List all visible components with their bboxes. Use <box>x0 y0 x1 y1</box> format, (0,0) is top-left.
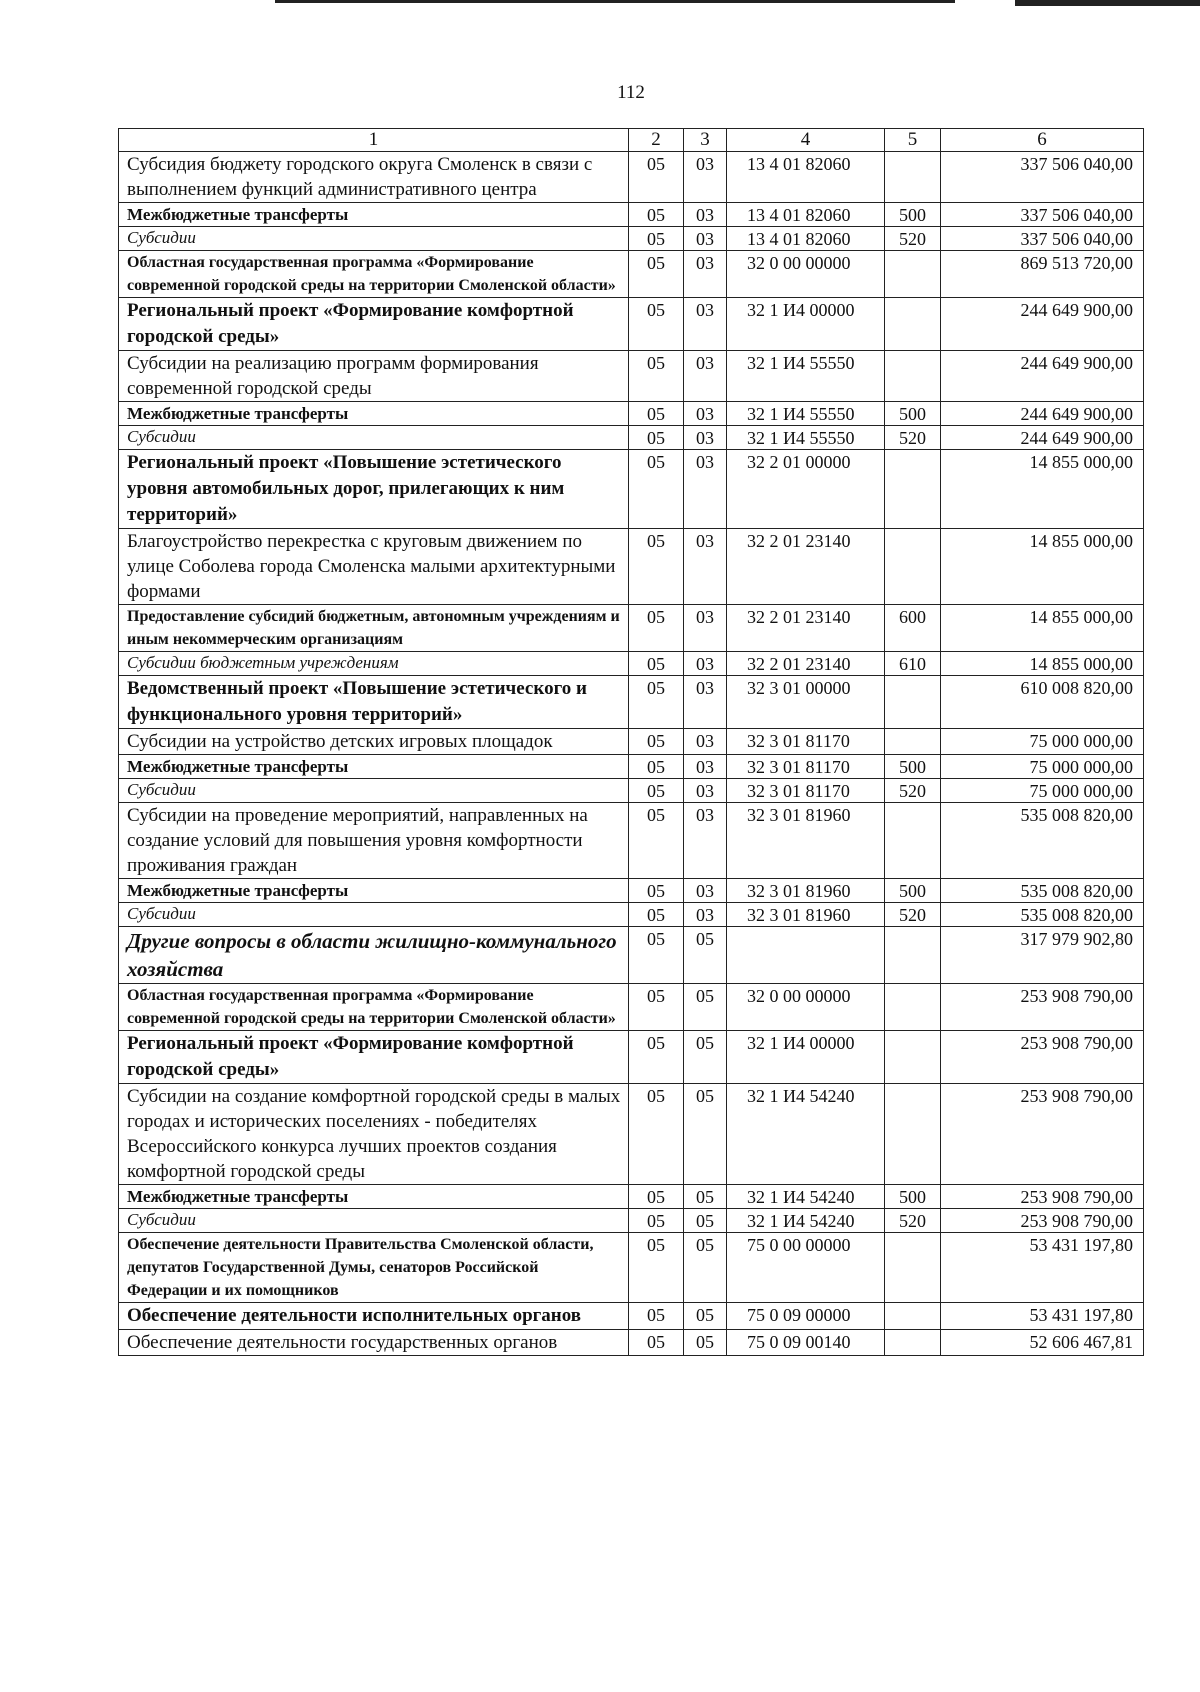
section-code-cell: 05 <box>629 652 684 676</box>
target-article-cell: 32 2 01 00000 <box>727 450 885 529</box>
target-article-cell: 32 1 И4 00000 <box>727 298 885 351</box>
amount-cell: 75 000 000,00 <box>941 755 1144 779</box>
target-article-cell: 75 0 09 00140 <box>727 1330 885 1356</box>
table-row <box>119 1084 1144 1185</box>
expense-type-cell <box>885 803 941 879</box>
section-code-cell: 05 <box>629 779 684 803</box>
subsection-code-cell: 03 <box>684 203 727 227</box>
expense-type-cell <box>885 729 941 755</box>
table-row <box>119 1303 1144 1330</box>
expense-type-cell <box>885 984 941 1031</box>
amount-cell: 253 908 790,00 <box>941 1084 1144 1185</box>
row-name-cell: Областная государственная программа «Формирование современной городской среды на территории Смоленской области» <box>119 984 629 1031</box>
target-article-cell: 32 3 01 81170 <box>727 779 885 803</box>
section-code-cell: 05 <box>629 1233 684 1303</box>
row-name-cell: Региональный проект «Формирование комфортной городской среды» <box>119 1031 629 1084</box>
amount-cell: 244 649 900,00 <box>941 426 1144 450</box>
row-name-cell: Межбюджетные трансферты <box>119 755 629 779</box>
amount-cell: 53 431 197,80 <box>941 1303 1144 1330</box>
row-name-cell: Субсидии на устройство детских игровых площадок <box>119 729 629 755</box>
expense-type-cell: 500 <box>885 879 941 903</box>
row-name-cell: Межбюджетные трансферты <box>119 402 629 426</box>
subsection-code-cell: 03 <box>684 755 727 779</box>
amount-cell: 253 908 790,00 <box>941 1209 1144 1233</box>
section-code-cell: 05 <box>629 1084 684 1185</box>
section-code-cell: 05 <box>629 984 684 1031</box>
table-row <box>119 879 1144 903</box>
amount-cell: 14 855 000,00 <box>941 529 1144 605</box>
expense-type-cell: 520 <box>885 426 941 450</box>
amount-cell: 53 431 197,80 <box>941 1233 1144 1303</box>
expense-type-cell <box>885 450 941 529</box>
table-row <box>119 927 1144 984</box>
target-article-cell: 32 3 01 81170 <box>727 755 885 779</box>
amount-cell: 317 979 902,80 <box>941 927 1144 984</box>
subsection-code-cell: 03 <box>684 450 727 529</box>
expense-type-cell: 500 <box>885 1185 941 1209</box>
target-article-cell: 32 1 И4 00000 <box>727 1031 885 1084</box>
table-row <box>119 227 1144 251</box>
section-code-cell: 05 <box>629 426 684 450</box>
table-row <box>119 251 1144 298</box>
expense-type-cell <box>885 251 941 298</box>
amount-cell: 337 506 040,00 <box>941 227 1144 251</box>
table-row <box>119 1233 1144 1303</box>
section-code-cell: 05 <box>629 1330 684 1356</box>
section-code-cell: 05 <box>629 152 684 203</box>
target-article-cell: 32 2 01 23140 <box>727 605 885 652</box>
table-row <box>119 1031 1144 1084</box>
target-article-cell: 32 1 И4 54240 <box>727 1084 885 1185</box>
column-header: 2 <box>629 129 684 152</box>
section-code-cell: 05 <box>629 879 684 903</box>
amount-cell: 14 855 000,00 <box>941 450 1144 529</box>
table-row <box>119 450 1144 529</box>
section-code-cell: 05 <box>629 803 684 879</box>
expense-type-cell: 500 <box>885 402 941 426</box>
section-code-cell: 05 <box>629 676 684 729</box>
subsection-code-cell: 03 <box>684 803 727 879</box>
row-name-cell: Ведомственный проект «Повышение эстетического и функционального уровня территорий» <box>119 676 629 729</box>
subsection-code-cell: 03 <box>684 227 727 251</box>
section-code-cell: 05 <box>629 529 684 605</box>
target-article-cell: 32 3 01 81960 <box>727 879 885 903</box>
section-code-cell: 05 <box>629 605 684 652</box>
subsection-code-cell: 03 <box>684 605 727 652</box>
expense-type-cell <box>885 351 941 402</box>
target-article-cell: 32 1 И4 55550 <box>727 351 885 402</box>
target-article-cell: 32 3 01 81960 <box>727 903 885 927</box>
target-article-cell: 32 1 И4 55550 <box>727 402 885 426</box>
row-name-cell: Субсидии на проведение мероприятий, направленных на создание условий для повышения уровня комфортности проживания граждан <box>119 803 629 879</box>
expense-type-cell: 500 <box>885 755 941 779</box>
expense-type-cell <box>885 298 941 351</box>
section-code-cell: 05 <box>629 1185 684 1209</box>
subsection-code-cell: 05 <box>684 1303 727 1330</box>
row-name-cell: Обеспечение деятельности исполнительных органов <box>119 1303 629 1330</box>
top-border-line <box>275 0 955 3</box>
target-article-cell: 75 0 00 00000 <box>727 1233 885 1303</box>
expense-type-cell: 600 <box>885 605 941 652</box>
subsection-code-cell: 05 <box>684 1233 727 1303</box>
subsection-code-cell: 03 <box>684 426 727 450</box>
subsection-code-cell: 05 <box>684 1330 727 1356</box>
row-name-cell: Субсидии на реализацию программ формирования современной городской среды <box>119 351 629 402</box>
column-header: 4 <box>727 129 885 152</box>
subsection-code-cell: 05 <box>684 1031 727 1084</box>
subsection-code-cell: 03 <box>684 903 727 927</box>
table-row <box>119 402 1144 426</box>
target-article-cell: 32 2 01 23140 <box>727 529 885 605</box>
subsection-code-cell: 05 <box>684 984 727 1031</box>
table-row <box>119 903 1144 927</box>
expense-type-cell <box>885 927 941 984</box>
subsection-code-cell: 03 <box>684 779 727 803</box>
subsection-code-cell: 03 <box>684 652 727 676</box>
row-name-cell: Субсидии бюджетным учреждениям <box>119 652 629 676</box>
target-article-cell: 75 0 09 00000 <box>727 1303 885 1330</box>
amount-cell: 869 513 720,00 <box>941 251 1144 298</box>
table-row <box>119 529 1144 605</box>
row-name-cell: Благоустройство перекрестка с круговым движением по улице Соболева города Смоленска малыми архитектурными формами <box>119 529 629 605</box>
subsection-code-cell: 05 <box>684 1185 727 1209</box>
section-code-cell: 05 <box>629 1031 684 1084</box>
subsection-code-cell: 03 <box>684 729 727 755</box>
column-header: 1 <box>119 129 629 152</box>
target-article-cell: 32 2 01 23140 <box>727 652 885 676</box>
expense-type-cell: 520 <box>885 779 941 803</box>
expense-type-cell: 520 <box>885 903 941 927</box>
table-row <box>119 203 1144 227</box>
expense-type-cell <box>885 1233 941 1303</box>
row-name-cell: Областная государственная программа «Формирование современной городской среды на территории Смоленской области» <box>119 251 629 298</box>
amount-cell: 253 908 790,00 <box>941 1185 1144 1209</box>
section-code-cell: 05 <box>629 351 684 402</box>
table-row <box>119 152 1144 203</box>
page-number: 112 <box>617 82 645 103</box>
expense-type-cell <box>885 1330 941 1356</box>
section-code-cell: 05 <box>629 203 684 227</box>
target-article-cell: 13 4 01 82060 <box>727 227 885 251</box>
expense-type-cell: 610 <box>885 652 941 676</box>
subsection-code-cell: 03 <box>684 351 727 402</box>
expense-type-cell <box>885 1031 941 1084</box>
target-article-cell <box>727 927 885 984</box>
subsection-code-cell: 05 <box>684 1209 727 1233</box>
amount-cell: 337 506 040,00 <box>941 152 1144 203</box>
section-code-cell: 05 <box>629 1303 684 1330</box>
section-code-cell: 05 <box>629 903 684 927</box>
row-name-cell: Региональный проект «Повышение эстетического уровня автомобильных дорог, прилегающих к ним территорий» <box>119 450 629 529</box>
amount-cell: 253 908 790,00 <box>941 984 1144 1031</box>
target-article-cell: 32 3 01 81170 <box>727 729 885 755</box>
row-name-cell: Субсидии на создание комфортной городской среды в малых городах и исторических поселениях - победителях Всероссийского конкурса лучших проектов создания комфортной городской среды <box>119 1084 629 1185</box>
amount-cell: 535 008 820,00 <box>941 879 1144 903</box>
target-article-cell: 32 1 И4 55550 <box>727 426 885 450</box>
top-border-line-right <box>1015 0 1200 6</box>
amount-cell: 75 000 000,00 <box>941 729 1144 755</box>
section-code-cell: 05 <box>629 450 684 529</box>
row-name-cell: Субсидии <box>119 1209 629 1233</box>
row-name-cell: Субсидия бюджету городского округа Смоленск в связи с выполнением функций административного центра <box>119 152 629 203</box>
amount-cell: 535 008 820,00 <box>941 903 1144 927</box>
target-article-cell: 32 3 01 00000 <box>727 676 885 729</box>
budget-table <box>118 128 1144 1356</box>
section-code-cell: 05 <box>629 251 684 298</box>
subsection-code-cell: 05 <box>684 1084 727 1185</box>
table-row <box>119 298 1144 351</box>
row-name-cell: Обеспечение деятельности Правительства Смоленской области, депутатов Государственной Думы, сенаторов Российской Федерации и их помощников <box>119 1233 629 1303</box>
table-row <box>119 676 1144 729</box>
table-row <box>119 1209 1144 1233</box>
table-row <box>119 1185 1144 1209</box>
subsection-code-cell: 03 <box>684 529 727 605</box>
amount-cell: 75 000 000,00 <box>941 779 1144 803</box>
row-name-cell: Субсидии <box>119 903 629 927</box>
amount-cell: 52 606 467,81 <box>941 1330 1144 1356</box>
expense-type-cell: 520 <box>885 227 941 251</box>
section-code-cell: 05 <box>629 729 684 755</box>
section-code-cell: 05 <box>629 227 684 251</box>
table-row <box>119 426 1144 450</box>
subsection-code-cell: 03 <box>684 298 727 351</box>
section-code-cell: 05 <box>629 402 684 426</box>
amount-cell: 337 506 040,00 <box>941 203 1144 227</box>
expense-type-cell <box>885 1303 941 1330</box>
row-name-cell: Межбюджетные трансферты <box>119 1185 629 1209</box>
row-name-cell: Обеспечение деятельности государственных органов <box>119 1330 629 1356</box>
target-article-cell: 13 4 01 82060 <box>727 203 885 227</box>
amount-cell: 244 649 900,00 <box>941 298 1144 351</box>
target-article-cell: 32 1 И4 54240 <box>727 1185 885 1209</box>
amount-cell: 253 908 790,00 <box>941 1031 1144 1084</box>
subsection-code-cell: 03 <box>684 879 727 903</box>
row-name-cell: Субсидии <box>119 779 629 803</box>
table-row <box>119 652 1144 676</box>
table-body <box>119 152 1144 1356</box>
subsection-code-cell: 03 <box>684 676 727 729</box>
table-row <box>119 729 1144 755</box>
section-code-cell: 05 <box>629 927 684 984</box>
section-code-cell: 05 <box>629 298 684 351</box>
subsection-code-cell: 03 <box>684 152 727 203</box>
table-row <box>119 803 1144 879</box>
expense-type-cell: 520 <box>885 1209 941 1233</box>
expense-type-cell <box>885 152 941 203</box>
expense-type-cell <box>885 676 941 729</box>
expense-type-cell: 500 <box>885 203 941 227</box>
row-name-cell: Межбюджетные трансферты <box>119 203 629 227</box>
amount-cell: 14 855 000,00 <box>941 652 1144 676</box>
table-header-row <box>119 129 1144 152</box>
column-header: 3 <box>684 129 727 152</box>
target-article-cell: 13 4 01 82060 <box>727 152 885 203</box>
row-name-cell: Региональный проект «Формирование комфортной городской среды» <box>119 298 629 351</box>
target-article-cell: 32 3 01 81960 <box>727 803 885 879</box>
amount-cell: 14 855 000,00 <box>941 605 1144 652</box>
target-article-cell: 32 0 00 00000 <box>727 251 885 298</box>
amount-cell: 610 008 820,00 <box>941 676 1144 729</box>
subsection-code-cell: 03 <box>684 251 727 298</box>
subsection-code-cell: 03 <box>684 402 727 426</box>
row-name-cell: Субсидии <box>119 426 629 450</box>
expense-type-cell <box>885 1084 941 1185</box>
target-article-cell: 32 1 И4 54240 <box>727 1209 885 1233</box>
section-code-cell: 05 <box>629 1209 684 1233</box>
amount-cell: 244 649 900,00 <box>941 402 1144 426</box>
table-row <box>119 984 1144 1031</box>
row-name-cell: Предоставление субсидий бюджетным, автономным учреждениям и иным некоммерческим организациям <box>119 605 629 652</box>
amount-cell: 244 649 900,00 <box>941 351 1144 402</box>
target-article-cell: 32 0 00 00000 <box>727 984 885 1031</box>
column-header: 5 <box>885 129 941 152</box>
subsection-code-cell: 05 <box>684 927 727 984</box>
expense-type-cell <box>885 529 941 605</box>
table-row <box>119 779 1144 803</box>
row-name-cell: Субсидии <box>119 227 629 251</box>
table-row <box>119 351 1144 402</box>
column-header: 6 <box>941 129 1144 152</box>
amount-cell: 535 008 820,00 <box>941 803 1144 879</box>
row-name-cell: Межбюджетные трансферты <box>119 879 629 903</box>
row-name-cell: Другие вопросы в области жилищно-коммунального хозяйства <box>119 927 629 984</box>
section-code-cell: 05 <box>629 755 684 779</box>
table-row <box>119 605 1144 652</box>
table-row <box>119 755 1144 779</box>
table-row <box>119 1330 1144 1356</box>
